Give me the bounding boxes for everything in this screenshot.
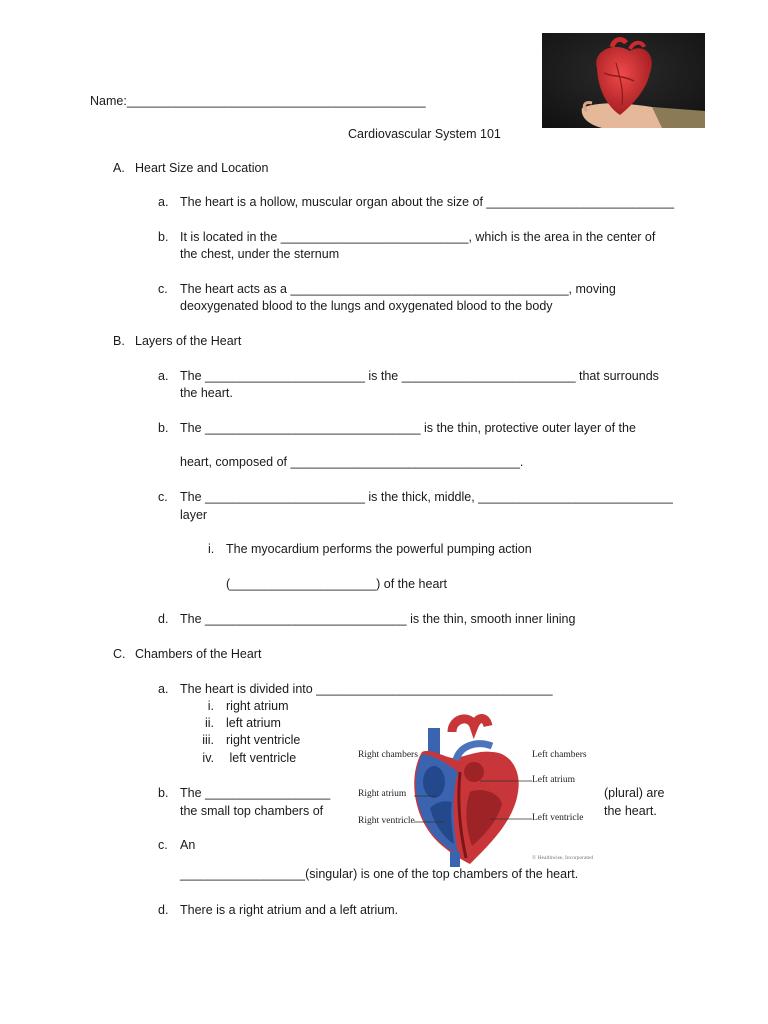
name-field[interactable]: Name:___________________________________________	[90, 94, 426, 108]
chamber-label: left ventricle	[226, 751, 297, 765]
item-text: __________________(singular) is one of the top chambers of the heart.	[180, 867, 579, 881]
sub-item-text: The myocardium performs the powerful pumping action	[226, 542, 532, 556]
item-text: the heart.	[604, 804, 657, 818]
item-marker: b.	[158, 230, 169, 244]
item-marker: b.	[158, 786, 169, 800]
section-c-marker: C.	[113, 647, 126, 661]
heart-chambers-diagram	[352, 712, 602, 867]
item-text: The _______________________ is the thick, middle, ____________________________	[180, 490, 673, 504]
item-text: The _____________________________ is the thin, smooth inner lining	[180, 612, 576, 626]
diagram-credit: © Healthwise, Incorporated	[532, 855, 594, 861]
worksheet-title: Cardiovascular System 101	[348, 127, 501, 141]
item-text: It is located in the ___________________________, which is the area in the center of	[180, 230, 656, 244]
section-b-heading: Layers of the Heart	[135, 334, 242, 348]
item-marker: c.	[158, 838, 168, 852]
heart-in-hand-photo	[542, 33, 705, 128]
chamber-label: right atrium	[226, 699, 289, 713]
item-marker: b.	[158, 421, 169, 435]
label-left-chambers: Left chambers	[532, 750, 587, 760]
item-text: The heart is divided into __________________________________	[180, 682, 553, 696]
section-c-heading: Chambers of the Heart	[135, 647, 262, 661]
item-marker: c.	[158, 282, 168, 296]
item-text: The heart is a hollow, muscular organ about the size of ___________________________	[180, 195, 675, 209]
chamber-marker: iv.	[202, 751, 214, 765]
section-a-heading: Heart Size and Location	[135, 161, 269, 175]
item-text: The __________________	[180, 786, 331, 800]
item-text: There is a right atrium and a left atrium.	[180, 903, 399, 917]
chamber-label: left atrium	[226, 716, 281, 730]
item-text: The heart acts as a ________________________________________, moving	[180, 282, 616, 296]
chamber-marker: iii.	[202, 733, 214, 747]
item-text: heart, composed of _________________________________.	[180, 455, 524, 469]
item-marker: a.	[158, 195, 169, 209]
label-right-chambers: Right chambers	[358, 750, 418, 760]
item-text: the heart.	[180, 386, 233, 400]
item-marker: c.	[158, 490, 168, 504]
sub-item-text: (_____________________) of the heart	[226, 577, 448, 591]
section-b-marker: B.	[113, 334, 125, 348]
chamber-marker: i.	[207, 699, 214, 713]
sub-item-marker: i.	[208, 542, 215, 556]
label-left-atrium: Left atrium	[532, 775, 575, 785]
item-text: the small top chambers of	[180, 804, 324, 818]
item-text: The _______________________________ is the thin, protective outer layer of the	[180, 421, 636, 435]
item-text: (plural) are	[604, 786, 665, 800]
label-right-ventricle: Right ventricle	[358, 816, 415, 826]
item-marker: d.	[158, 903, 169, 917]
item-marker: d.	[158, 612, 169, 626]
item-text: the chest, under the sternum	[180, 247, 340, 261]
item-marker: a.	[158, 682, 169, 696]
item-marker: a.	[158, 369, 169, 383]
item-text: The _______________________ is the _________________________ that surrounds	[180, 369, 659, 383]
item-text: deoxygenated blood to the lungs and oxygenated blood to the body	[180, 299, 553, 313]
chamber-marker: ii.	[204, 716, 214, 730]
label-right-atrium: Right atrium	[358, 789, 407, 799]
item-text: An	[180, 838, 196, 852]
section-a-marker: A.	[113, 161, 125, 175]
label-left-ventricle: Left ventricle	[532, 813, 584, 823]
chamber-label: right ventricle	[226, 733, 301, 747]
item-text: layer	[180, 508, 208, 522]
